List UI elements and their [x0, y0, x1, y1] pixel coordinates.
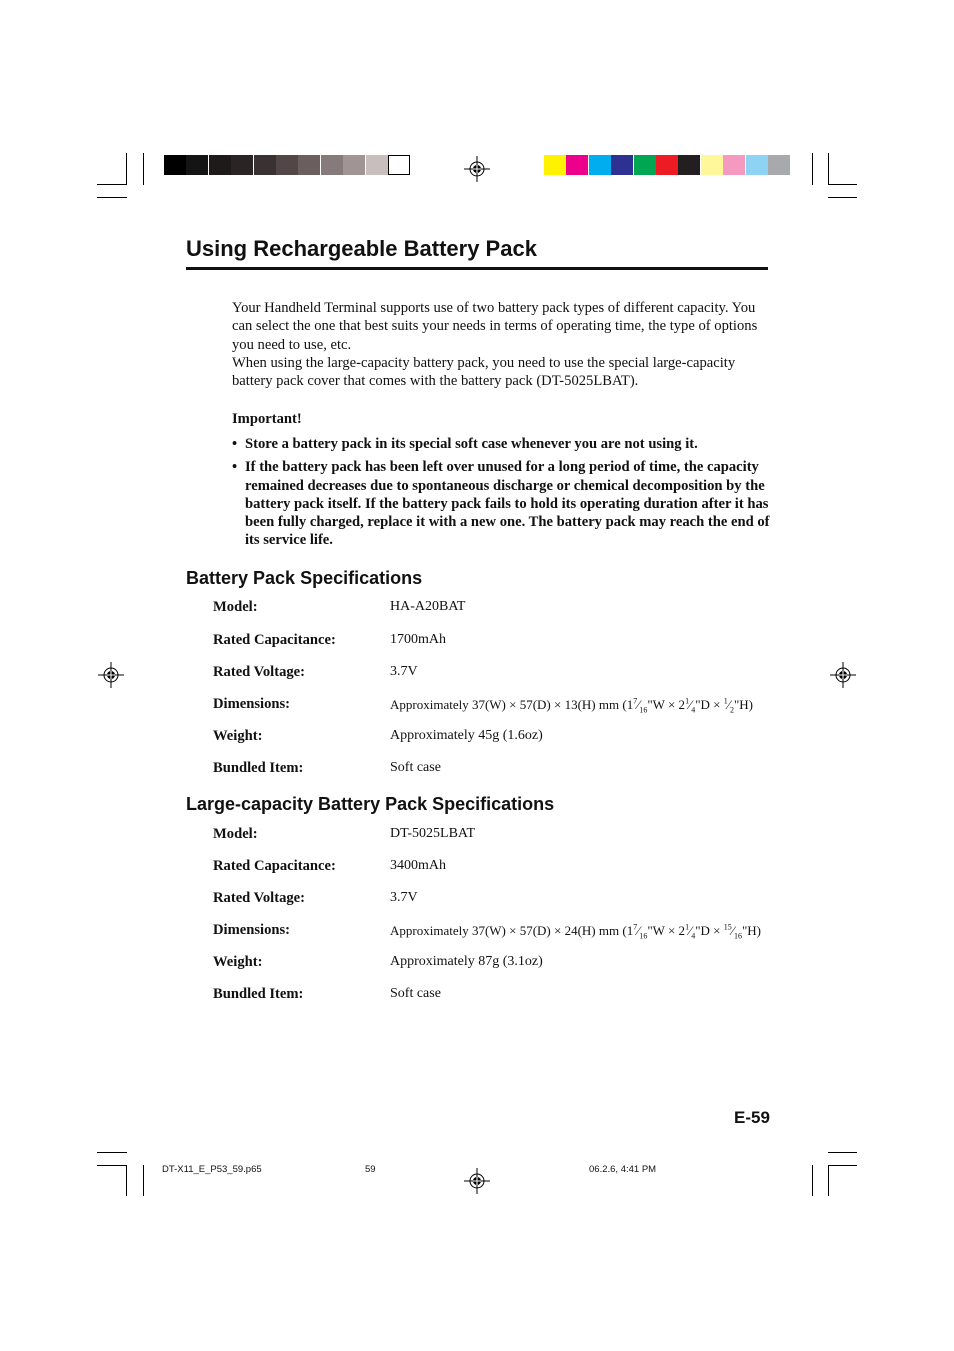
section-heading-large-capacity-specifications: Large-capacity Battery Pack Specifications: [186, 794, 555, 814]
color-swatch: [746, 155, 768, 175]
list-item: [232, 458, 777, 549]
registration-mark-icon: [463, 155, 491, 183]
spec-label: Rated Capacitance:: [213, 632, 336, 648]
gray-swatch: [231, 155, 253, 175]
gray-swatch: [209, 155, 231, 175]
spec-value: 3400mAh: [390, 858, 446, 873]
spec-value: 3.7V: [390, 890, 418, 905]
footer-page: 59: [365, 1164, 376, 1175]
spec-label: Dimensions:: [213, 922, 291, 938]
spec-value-dimensions: Approximately 37(W) × 57(D) × 13(H) mm ($1^7⁄_{16}"W$ × $2^1⁄_4"D$ × $^1⁄_2"H$): [390, 696, 753, 715]
spec-label: Weight:: [213, 954, 263, 970]
registration-mark-icon: [97, 661, 125, 689]
important-heading: Important!: [232, 411, 302, 427]
section-heading-battery-pack-specifications: Battery Pack Specifications: [186, 568, 423, 588]
list-item: [232, 435, 777, 453]
intro-text: [232, 299, 772, 390]
spec-label: Rated Voltage:: [213, 890, 306, 906]
color-swatch: [566, 155, 588, 175]
color-swatch: [678, 155, 700, 175]
spec-label: Rated Capacitance:: [213, 858, 336, 874]
spec-value: 1700mAh: [390, 632, 446, 647]
spec-label: Model:: [213, 599, 258, 615]
gray-swatch: [186, 155, 208, 175]
color-swatch: [701, 155, 723, 175]
bullet-icon: •: [232, 436, 238, 452]
bullet-icon: •: [232, 459, 238, 476]
page-number: E-59: [734, 1108, 770, 1127]
color-swatch: [589, 155, 611, 175]
list-item-text: Store a battery pack in its special soft case whenever you are not using it.: [245, 436, 698, 452]
footer-filename: DT-X11_E_P53_59.p65: [162, 1164, 262, 1175]
gray-swatch: [343, 155, 365, 175]
spec-value: Approximately 87g (3.1oz): [390, 954, 543, 969]
gray-swatch: [321, 155, 343, 175]
intro-paragraph: Your Handheld Terminal supports use of two battery pack types of different capacity. You can select the one that best suits your needs in terms of operating time, the type of options you need to use, etc.: [232, 300, 758, 353]
spec-value: HA-A20BAT: [390, 599, 466, 614]
spec-value: Soft case: [390, 760, 441, 775]
important-list: [232, 435, 777, 555]
gray-swatch: [298, 155, 320, 175]
spec-label: Bundled Item:: [213, 986, 304, 1002]
spec-value-dimensions: Approximately 37(W) × 57(D) × 24(H) mm ($1^7⁄_{16}"W$ × $2^1⁄_4"D$ × $^{15}⁄_{16}"H$): [390, 922, 761, 941]
title-rule: [186, 267, 768, 270]
spec-value: Approximately 45g (1.6oz): [390, 728, 543, 743]
footer-timestamp: 06.2.6, 4:41 PM: [589, 1164, 657, 1175]
registration-mark-icon: [463, 1167, 491, 1195]
spec-label: Weight:: [213, 728, 263, 744]
gray-swatch: [388, 155, 410, 175]
spec-label: Model:: [213, 826, 258, 842]
spec-label: Bundled Item:: [213, 760, 304, 776]
gray-swatch: [254, 155, 276, 175]
spec-value: Soft case: [390, 986, 441, 1001]
list-item-text: If the battery pack has been left over unused for a long period of time, the capacity remained decreases due to spontaneous discharge or chemical decomposition by the battery pack itself. If the battery pack fails to hold its operating duration after it has been fully charged, replace it with a new one. The battery pack may reach the end of its service life.: [245, 459, 770, 549]
spec-value: DT-5025LBAT: [390, 826, 476, 841]
spec-value: 3.7V: [390, 664, 418, 679]
color-swatch: [634, 155, 656, 175]
spec-label: Dimensions:: [213, 696, 291, 712]
color-swatch: [723, 155, 745, 175]
color-swatch: [768, 155, 790, 175]
color-swatch: [544, 155, 566, 175]
spec-label: Rated Voltage:: [213, 664, 306, 680]
gray-swatch: [276, 155, 298, 175]
gray-swatch: [366, 155, 388, 175]
color-swatch: [611, 155, 633, 175]
registration-mark-icon: [829, 661, 857, 689]
color-swatch: [656, 155, 678, 175]
gray-swatch: [164, 155, 186, 175]
intro-paragraph: When using the large-capacity battery pack, you need to use the special large-capacity battery pack cover that comes with the battery pack (DT-5025LBAT).: [232, 354, 736, 390]
page-title: Using Rechargeable Battery Pack: [186, 236, 537, 261]
